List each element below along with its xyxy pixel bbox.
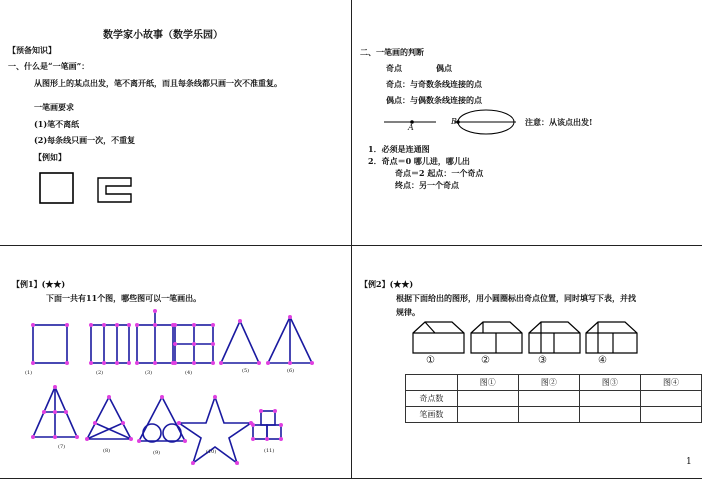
caption-3: (3) [145, 370, 153, 376]
table-header-cell: 图① [457, 375, 518, 391]
table-cell [457, 407, 518, 423]
caption-8: (8) [103, 448, 111, 454]
table-row [406, 407, 702, 423]
requirement-2: (2)每条线只画一次，不重复 [34, 135, 136, 145]
table-cell [579, 391, 640, 407]
house-label-3: ③ [538, 355, 547, 366]
table-header-cell: 图③ [579, 375, 640, 391]
section-two-heading: 二、一笔画的判断 [360, 47, 424, 57]
caption-2: (2) [96, 370, 104, 376]
requirements-title: 一笔画要求 [34, 102, 74, 112]
table-header-cell: 图④ [640, 375, 701, 391]
odd-point-table [405, 374, 702, 423]
table-header-cell: 图② [518, 375, 579, 391]
house-label-4: ④ [598, 355, 607, 366]
odd-point-label: 奇点 [386, 63, 402, 73]
example-figures [38, 170, 138, 210]
table-cell [518, 407, 579, 423]
example2-text-line2: 规律。 [396, 307, 420, 317]
requirement-1: (1)笔不离纸 [34, 119, 80, 129]
vertical-divider [351, 0, 352, 478]
horizontal-divider [0, 245, 702, 246]
example1-label: 【例1】(★★) [12, 279, 66, 289]
caption-7: (7) [58, 444, 66, 450]
house-figures [410, 320, 640, 356]
page-title: 数学家小故事（数学乐园） [103, 30, 223, 41]
point-b-label: B [451, 117, 457, 126]
even-point-label: 偶点 [436, 63, 452, 73]
bottom-divider [0, 478, 702, 479]
page-number: 1 [686, 457, 692, 467]
rule-1: 1．必须是连通图 [368, 144, 430, 154]
caption-9: (9) [153, 450, 161, 456]
example2-label: 【例2】(★★) [360, 279, 414, 289]
caption-10: (10) [206, 449, 217, 455]
even-point-definition: 偶点：与偶数条线连接的点 [386, 95, 482, 105]
table-header-row [406, 375, 702, 391]
row-label-stroke-count: 笔画数 [406, 407, 458, 423]
table-cell [457, 391, 518, 407]
caption-5: (5) [242, 368, 250, 374]
table-cell [518, 391, 579, 407]
example2-text-line1: 根据下面给出的图形，用小圆圈标出奇点位置，同时填写下表，并找 [396, 293, 636, 303]
point-a-label: A [408, 123, 414, 132]
prep-heading: 【预备知识】 [8, 45, 56, 55]
section-one-heading: 一、什么是“一笔画”： [8, 61, 90, 71]
rule-2: 2．奇点＝0 哪儿进，哪儿出 [368, 156, 470, 166]
example1-figures [25, 305, 330, 475]
house-label-2: ② [481, 355, 490, 366]
definition-text: 从图形上的某点出发，笔不离开纸，而且每条线都只画一次不准重复。 [34, 78, 282, 88]
house-label-1: ① [426, 355, 435, 366]
example-heading: 【例如】 [34, 152, 66, 162]
row-label-odd-count: 奇点数 [406, 391, 458, 407]
table-cell [640, 407, 701, 423]
note-text: 注意：从该点出发! [525, 117, 593, 127]
example1-text: 下面一共有11个图，哪些图可以一笔画出。 [46, 293, 202, 303]
odd-point-definition: 奇点：与奇数条线连接的点 [386, 79, 482, 89]
caption-6: (6) [287, 368, 295, 374]
table-cell [579, 407, 640, 423]
caption-11: (11) [264, 448, 275, 454]
rule-4: 终点：另一个奇点 [395, 180, 459, 190]
rule-3: 奇点＝2 起点：一个奇点 [395, 168, 484, 178]
table-row [406, 391, 702, 407]
table-header-cell [406, 375, 458, 391]
caption-4: (4) [185, 370, 193, 376]
table-cell [640, 391, 701, 407]
caption-1: (1) [25, 370, 33, 376]
